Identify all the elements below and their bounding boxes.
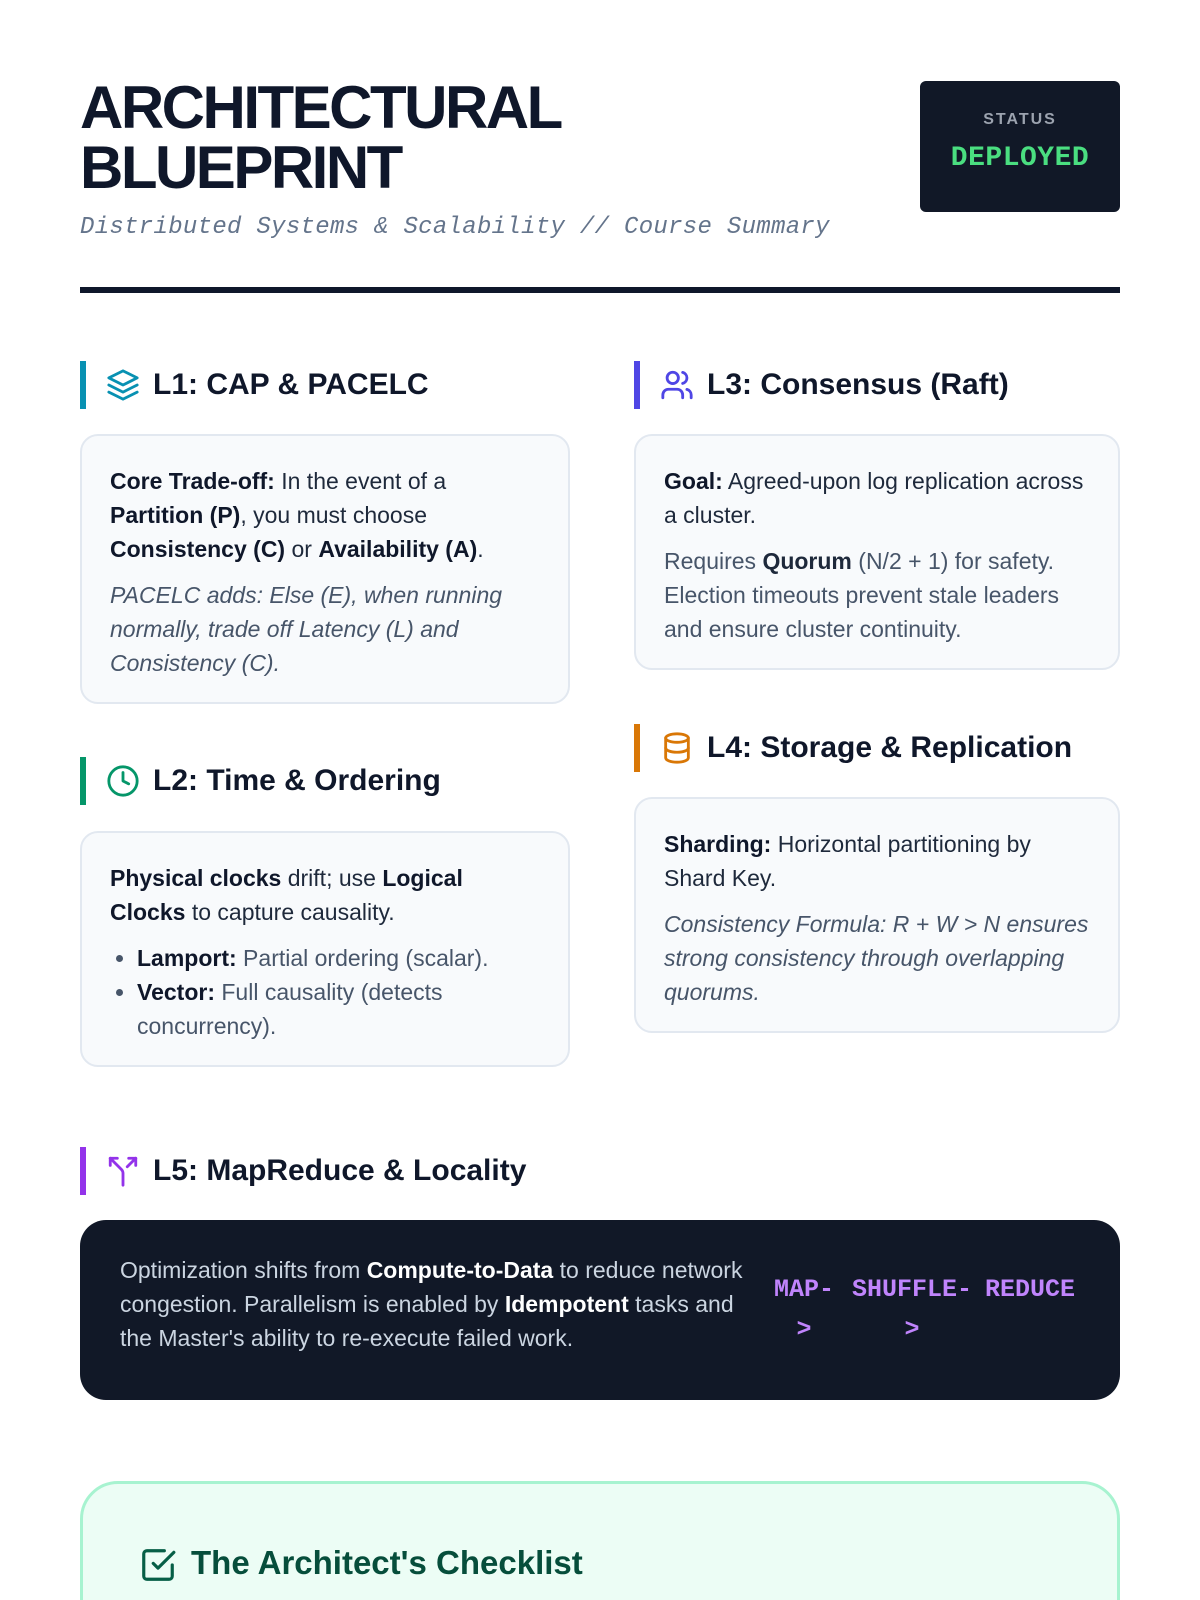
pipeline-step-label: SHUFFLE-: [851, 1275, 973, 1304]
section-accent-bar: [80, 361, 86, 409]
list-item: [137, 941, 540, 975]
text: .: [477, 536, 484, 562]
section-header: [634, 724, 1120, 772]
bold-text: Idempotent: [504, 1291, 629, 1317]
pipeline-step-label: MAP-: [773, 1275, 834, 1304]
card-l4: [634, 797, 1120, 1033]
text: Agreed-upon log replication across a cluster.: [664, 468, 1084, 528]
mapreduce-pipeline: [766, 1270, 1078, 1350]
section-accent-bar: [634, 361, 640, 409]
text: to reduce network congestion. Parallelism is enabled by: [120, 1257, 743, 1317]
section-accent-bar: [634, 724, 640, 772]
text: Horizontal partitioning by Shard Key.: [664, 831, 1031, 891]
bold-text: Partition (P): [110, 502, 241, 528]
section-title: L4: Storage & Replication: [707, 731, 1073, 764]
split-arrow-icon: [106, 1154, 140, 1188]
text: Full causality (detects concurrency).: [137, 979, 443, 1039]
checklist-title: The Architect's Checklist: [191, 1544, 583, 1581]
status-badge: [920, 81, 1120, 212]
page-subtitle: Distributed Systems & Scalability // Course Summary: [80, 214, 830, 241]
users-icon: [660, 368, 694, 402]
section-l4: [634, 724, 1120, 772]
mapreduce-card: [80, 1220, 1120, 1400]
bold-text: Logical Clocks: [110, 865, 463, 925]
pipeline-step: [842, 1270, 982, 1350]
clock-list: [110, 941, 540, 1043]
section-title: L2: Time & Ordering: [153, 764, 441, 797]
bold-text: Compute-to-Data: [366, 1257, 554, 1283]
bold-text: Availability (A): [318, 536, 478, 562]
checklist-card: [80, 1481, 1120, 1600]
title-line-2: BLUEPRINT: [80, 134, 401, 201]
bold-text: Consistency (C): [110, 536, 286, 562]
section-l1: [80, 361, 570, 409]
card-paragraph: [110, 861, 540, 929]
bold-text: Lamport:: [137, 945, 237, 971]
text: to capture causality.: [185, 899, 395, 925]
card-l3: [634, 434, 1120, 670]
section-header: [80, 1147, 1120, 1195]
bold-text: Goal:: [664, 468, 723, 494]
section-header: [634, 361, 1120, 409]
page: [80, 0, 1120, 1600]
pipeline-step-label: REDUCE: [984, 1275, 1075, 1304]
card-note: Consistency Formula: R + W > N ensures strong consistency through overlapping quorums.: [664, 911, 1089, 1005]
card-paragraph: [664, 544, 1090, 646]
section-accent-bar: [80, 757, 86, 805]
text: or: [285, 536, 319, 562]
text: Partial ordering (scalar).: [236, 945, 489, 971]
section-header: [80, 757, 570, 805]
section-title: L1: CAP & PACELC: [153, 368, 429, 401]
title-line-1: ARCHITECTURAL: [80, 74, 561, 141]
pipeline-step: [982, 1270, 1078, 1350]
bold-text: Physical clocks: [110, 865, 282, 891]
database-icon: [660, 731, 694, 765]
status-label: STATUS: [983, 111, 1057, 128]
section-title: L3: Consensus (Raft): [707, 368, 1009, 401]
bold-text: Quorum: [762, 548, 852, 574]
header-divider: [80, 287, 1120, 293]
section-l3: [634, 361, 1120, 409]
checkbox-icon: [139, 1546, 177, 1584]
text: , you must choose: [240, 502, 427, 528]
header: [80, 74, 1120, 294]
section-l5: [80, 1147, 1120, 1195]
pipeline-arrow: >: [904, 1315, 920, 1344]
card-l2: [80, 831, 570, 1067]
bold-text: Sharding:: [664, 831, 772, 857]
text: drift; use: [281, 865, 383, 891]
layers-icon: [106, 368, 140, 402]
bold-text: Vector:: [137, 979, 215, 1005]
pipeline-arrow: >: [796, 1315, 812, 1344]
section-header: [80, 361, 570, 409]
text: tasks and the Master's ability to re-execute failed work.: [120, 1291, 734, 1351]
pipeline-step: [766, 1270, 842, 1350]
card-paragraph: [664, 827, 1090, 895]
clock-icon: [106, 764, 140, 798]
text: Optimization shifts from: [120, 1257, 367, 1283]
list-item: [137, 975, 540, 1043]
section-accent-bar: [80, 1147, 86, 1195]
text: (N/2 + 1) for safety. Election timeouts prevent stale leaders and ensure cluster continuity.: [664, 548, 1060, 642]
card-paragraph: [664, 464, 1090, 532]
card-l1: [80, 434, 570, 704]
mapreduce-description: [120, 1253, 770, 1355]
card-paragraph: [110, 464, 540, 566]
section-l2: [80, 757, 570, 805]
text: In the event of a: [274, 468, 447, 494]
section-title: L5: MapReduce & Locality: [153, 1154, 527, 1187]
bold-text: Core Trade-off:: [110, 468, 275, 494]
card-note: PACELC adds: Else (E), when running normally, trade off Latency (L) and Consistency (C).: [110, 582, 503, 676]
text: Requires: [664, 548, 763, 574]
status-value: DEPLOYED: [950, 143, 1090, 174]
